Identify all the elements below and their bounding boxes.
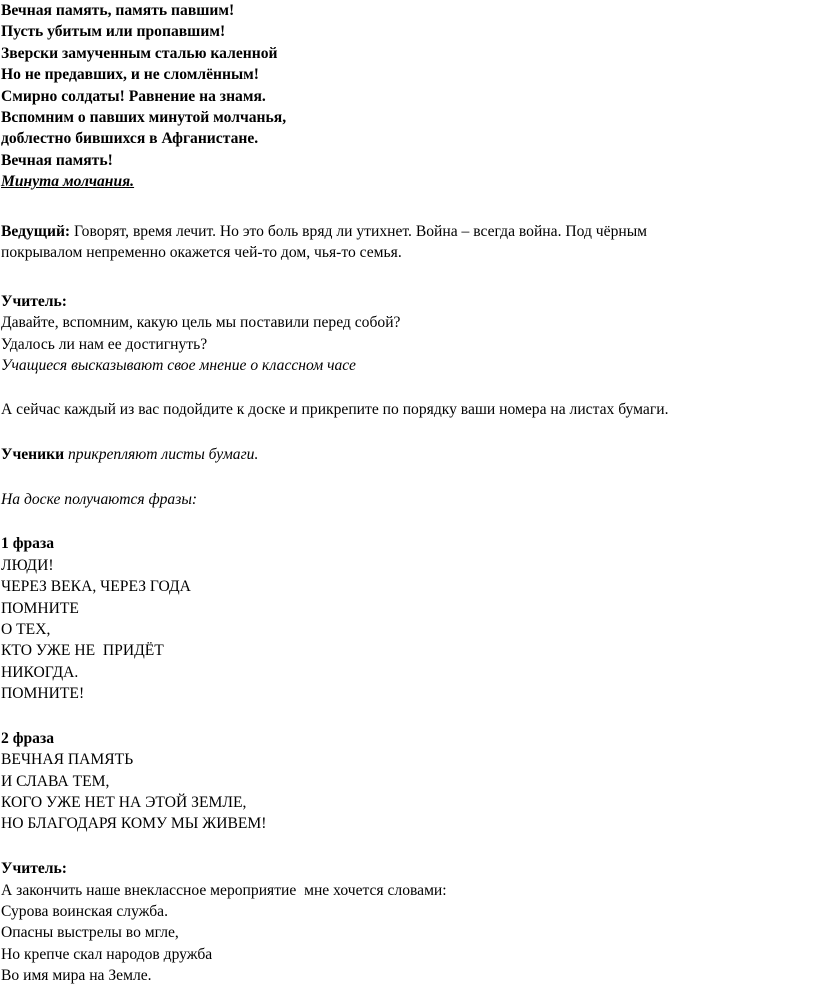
- phrase-2-title: 2 фраза: [1, 729, 55, 747]
- phrase-line: КОГО УЖЕ НЕТ НА ЭТОЙ ЗЕМЛЕ,: [1, 794, 247, 812]
- teacher-label: Учитель:: [1, 293, 67, 311]
- poem-line: Пусть убитым или пропавшим!: [1, 23, 226, 41]
- board-intro: На доске получаются фразы:: [1, 490, 198, 508]
- phrase-line: ПОМНИТЕ: [1, 599, 79, 617]
- phrase-line: НО БЛАГОДАРЯ КОМУ МЫ ЖИВЕМ!: [1, 815, 267, 833]
- phrase-line: И СЛАВА ТЕМ,: [1, 772, 110, 790]
- phrase-line: КТО УЖЕ НЕ ПРИДЁТ: [1, 642, 164, 660]
- teacher-label: Учитель:: [1, 860, 67, 878]
- teacher-line: Удалось ли нам ее достигнуть?: [1, 335, 208, 353]
- phrase-line: О ТЕХ,: [1, 620, 51, 638]
- poem-line: Смирно солдаты! Равнение на знамя.: [1, 87, 266, 105]
- phrase-line: ЧЕРЕЗ ВЕКА, ЧЕРЕЗ ГОДА: [1, 578, 191, 596]
- phrase-2-block: [1, 728, 816, 835]
- poem-line: Вечная память!: [1, 151, 113, 169]
- poem-line: Зверски замученным сталью каленной: [1, 44, 278, 62]
- instruction-text: А сейчас каждый из вас подойдите к доске и прикрепите по порядку ваши номера на листах бумаги.: [1, 401, 669, 419]
- teacher-speech-1: [1, 291, 816, 377]
- students-action: [1, 444, 816, 465]
- host-label: Ведущий:: [1, 222, 71, 240]
- host-text-continued: покрывалом непременно окажется чей-то дом, чья-то семья.: [1, 244, 402, 262]
- poem-line: Но не предавших, и не сломлённым!: [1, 66, 259, 84]
- students-label: Ученики: [1, 445, 65, 463]
- host-text: Говорят, время лечит. Но это боль вряд ли утихнет. Война – всегда война. Под чёрным: [70, 222, 648, 240]
- stage-direction: Учащиеся высказывают свое мнение о классном часе: [1, 357, 356, 375]
- phrase-line: ПОМНИТЕ!: [1, 685, 85, 703]
- poem-line: Вспомним о павших минутой молчанья,: [1, 108, 287, 126]
- minute-of-silence: Минута молчания.: [1, 173, 135, 191]
- poem-block: [1, 0, 816, 193]
- teacher-line: А закончить наше внеклассное мероприятие мне хочется словами:: [1, 881, 447, 899]
- students-action-text: прикрепляют листы бумаги.: [64, 445, 259, 463]
- teacher-line: Давайте, вспомним, какую цель мы поставили перед собой?: [1, 314, 401, 332]
- teacher-speech-2: [1, 858, 816, 986]
- phrase-1-block: [1, 533, 816, 704]
- poem-line: Вечная память, память павшим!: [1, 2, 235, 19]
- teacher-line: Во имя мира на Земле.: [1, 967, 152, 985]
- phrase-line: ВЕЧНАЯ ПАМЯТЬ: [1, 751, 134, 769]
- teacher-line: Сурова воинская служба.: [1, 903, 168, 921]
- phrase-1-title: 1 фраза: [1, 535, 55, 553]
- teacher-line: Опасны выстрелы во мгле,: [1, 924, 179, 942]
- host-speech: [1, 221, 816, 264]
- poem-line: доблестно бившихся в Афганистане.: [1, 130, 259, 148]
- phrase-line: ЛЮДИ!: [1, 556, 54, 574]
- phrase-line: НИКОГДА.: [1, 663, 79, 681]
- teacher-line: Но крепче скал народов дружба: [1, 945, 213, 963]
